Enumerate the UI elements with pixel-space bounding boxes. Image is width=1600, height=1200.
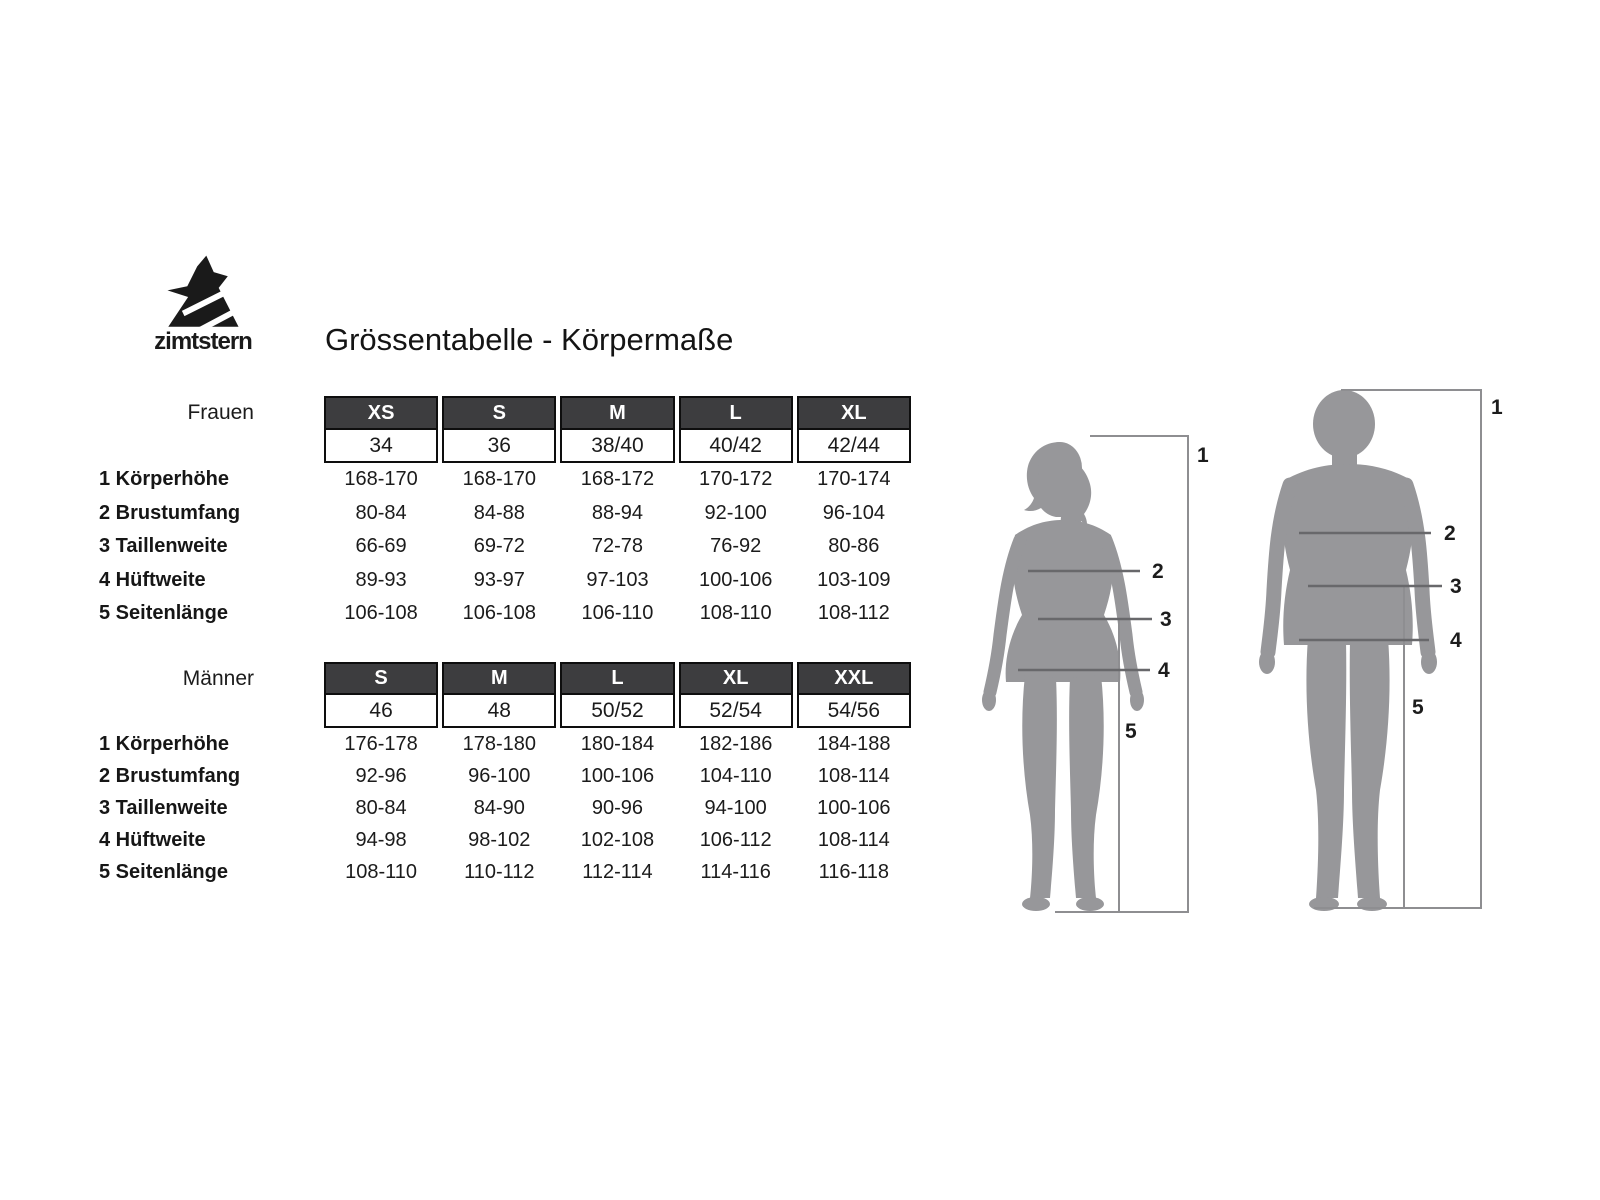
women-size-number: 34: [324, 428, 438, 463]
female-measurement-diagram: [940, 420, 1230, 930]
women-measure-value: 108-110: [699, 602, 772, 625]
men-size-number: 46: [324, 693, 438, 728]
men-measure-value: 96-100: [468, 764, 531, 787]
men-measure-value: 80-84: [355, 796, 407, 819]
women-measure-value: 106-108: [462, 602, 536, 625]
men-size-header: S: [324, 662, 438, 695]
men-size-header: M: [442, 662, 556, 695]
page-title: Grössentabelle - Körpermaße: [325, 322, 734, 357]
women-measure-value: 106-110: [581, 602, 654, 625]
women-measure-label: 2 Brustumfang: [99, 501, 241, 524]
men-group-label: Männer: [182, 666, 254, 690]
women-measure-value: 93-97: [473, 568, 525, 591]
male-label-2: 2: [1444, 522, 1456, 545]
female-label-3: 3: [1160, 608, 1172, 631]
men-measure-label: 2 Brustumfang: [99, 764, 241, 787]
men-size-table: [95, 662, 913, 888]
women-measure-value: 80-86: [828, 535, 880, 558]
women-measure-label: 4 Hüftweite: [99, 568, 206, 591]
women-measure-value: 168-170: [462, 468, 536, 491]
women-size-header: M: [560, 396, 674, 430]
women-measure-value: 89-93: [355, 568, 407, 591]
men-measure-value: 108-114: [817, 764, 890, 787]
men-measure-label: 3 Taillenweite: [99, 796, 228, 819]
women-measure-value: 103-109: [817, 568, 891, 591]
spacer-cell: [95, 430, 322, 463]
men-measure-value: 106-112: [699, 828, 772, 851]
women-measure-value: 69-72: [473, 535, 525, 558]
men-measure-value: 108-114: [817, 828, 890, 851]
women-measure-label: 3 Taillenweite: [99, 535, 228, 558]
women-measure-value: 96-104: [822, 501, 885, 524]
men-measure-value: 116-118: [818, 860, 890, 883]
women-measure-value: 97-103: [586, 568, 649, 591]
men-measure-value: 180-184: [580, 732, 655, 755]
women-measure-value: 170-172: [698, 468, 773, 491]
women-size-header: S: [442, 396, 556, 430]
men-measure-value: 98-102: [468, 828, 531, 851]
men-measure-value: 94-98: [355, 828, 407, 851]
men-size-header: XL: [679, 662, 793, 695]
men-measure-value: 112-114: [582, 860, 653, 883]
spacer-cell: [95, 695, 322, 728]
women-measure-label: 1 Körperhöhe: [99, 468, 230, 491]
female-label-5: 5: [1125, 720, 1137, 743]
women-measure-value: 108-112: [817, 602, 890, 625]
female-label-2: 2: [1152, 560, 1164, 583]
men-size-number: 50/52: [560, 693, 674, 728]
women-measure-value: 92-100: [704, 501, 767, 524]
men-size-number: 52/54: [679, 693, 793, 728]
women-size-header: L: [679, 396, 793, 430]
women-size-number: 40/42: [679, 428, 793, 463]
women-size-number: 42/44: [797, 428, 911, 463]
women-measure-value: 88-94: [591, 501, 644, 524]
women-measure-value: 100-106: [698, 568, 773, 591]
women-measure-value: 84-88: [473, 501, 525, 524]
women-measure-value: 76-92: [710, 535, 762, 558]
men-measure-value: 102-108: [580, 828, 655, 851]
men-measure-value: 94-100: [704, 796, 767, 819]
men-measure-value: 184-188: [817, 732, 891, 755]
men-size-header: L: [560, 662, 674, 695]
men-measure-value: 178-180: [462, 732, 536, 755]
men-measure-value: 104-110: [699, 764, 772, 787]
men-measure-label: 1 Körperhöhe: [99, 732, 230, 755]
women-measure-value: 106-108: [344, 602, 418, 625]
women-size-header: XL: [797, 396, 911, 430]
women-size-table: [95, 396, 913, 631]
women-measure-value: 72-78: [591, 535, 644, 558]
men-measure-value: 110-112: [464, 860, 535, 883]
female-label-1: 1: [1197, 444, 1209, 467]
women-measure-value: 66-69: [355, 535, 407, 558]
brand-name: zimtstern: [154, 328, 252, 355]
men-size-number: 48: [442, 693, 556, 728]
male-label-4: 4: [1450, 629, 1462, 652]
men-measure-value: 100-106: [817, 796, 891, 819]
men-measure-value: 92-96: [355, 764, 407, 787]
women-measure-value: 80-84: [355, 501, 407, 524]
zimtstern-star-icon: [161, 254, 245, 330]
women-size-header: XS: [324, 396, 438, 430]
women-size-number: 38/40: [560, 428, 674, 463]
male-label-5: 5: [1412, 696, 1424, 719]
male-label-3: 3: [1450, 575, 1462, 598]
men-measure-value: 176-178: [344, 732, 418, 755]
men-measure-label: 4 Hüftweite: [99, 828, 206, 851]
women-measure-label: 5 Seitenlänge: [99, 602, 228, 625]
men-measure-value: 114-116: [700, 860, 771, 883]
men-size-number: 54/56: [797, 693, 911, 728]
men-measure-value: 108-110: [345, 860, 418, 883]
male-measurement-diagram: [1240, 380, 1530, 930]
women-measure-value: 168-170: [344, 468, 418, 491]
men-measure-value: 182-186: [698, 732, 773, 755]
women-group-label: Frauen: [187, 401, 254, 424]
men-measure-value: 100-106: [580, 764, 655, 787]
men-measure-value: 90-96: [591, 796, 644, 819]
men-measure-label: 5 Seitenlänge: [99, 860, 228, 883]
female-label-4: 4: [1158, 659, 1170, 682]
male-silhouette: [1259, 390, 1437, 911]
brand-logo: [148, 254, 258, 356]
women-measure-value: 168-172: [580, 468, 655, 491]
men-size-header: XXL: [797, 662, 911, 695]
women-measure-value: 170-174: [817, 468, 891, 491]
male-label-1: 1: [1491, 396, 1503, 419]
women-size-number: 36: [442, 428, 556, 463]
men-measure-value: 84-90: [473, 796, 525, 819]
